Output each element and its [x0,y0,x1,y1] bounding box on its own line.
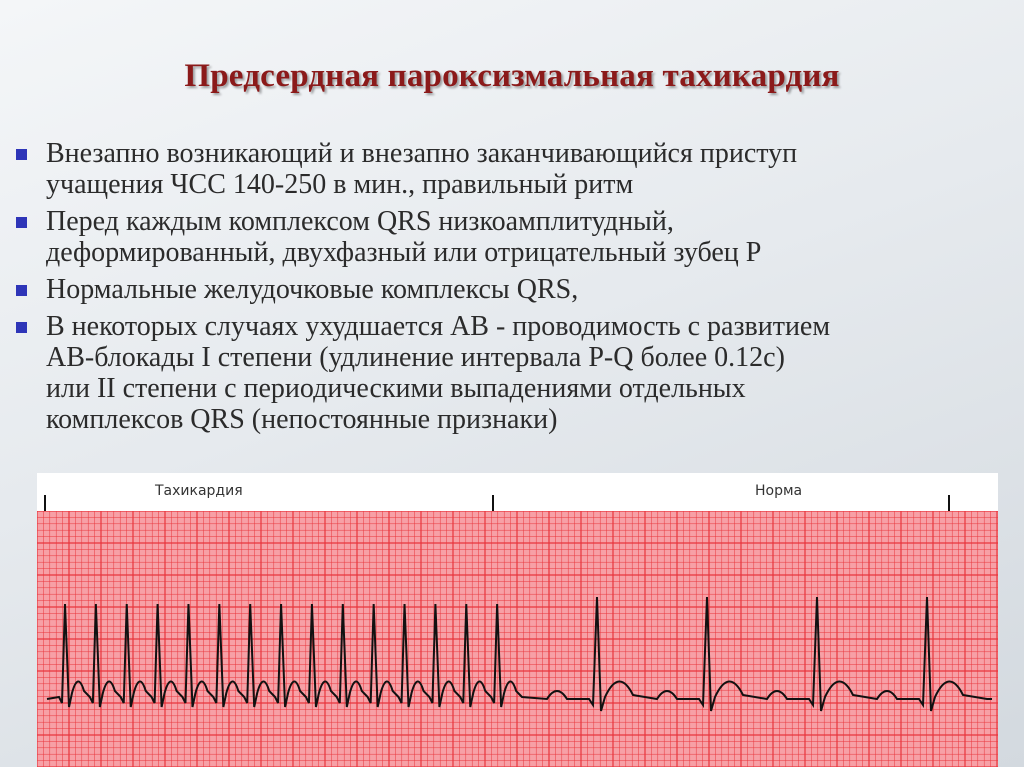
square-bullet-icon [16,285,27,296]
bullet-item [14,206,1020,268]
bullet-text: Нормальные желудочковые комплексы QRS, [46,274,579,305]
ecg-label-tachycardia: Тахикардия [155,483,243,499]
square-bullet-icon [16,322,27,333]
square-bullet-icon [16,217,27,228]
ecg-strip [37,511,998,767]
bullet-text: Перед каждым комплексом QRS низкоамплитудный, деформированный, двухфазный или отрицательный зубец Р [46,206,762,268]
bullet-text: Внезапно возникающий и внезапно заканчивающийся приступ учащения ЧСС 140-250 в мин., правильный ритм [46,138,798,200]
square-bullet-icon [16,149,27,160]
bullet-text: В некоторых случаях ухудшается АВ - проводимость с развитием АВ-блокады I степени (удлинение интервала P-Q более 0.12с) или II степени с периодическими выпадениями отдельных комплексов QRS (непостоянные признаки) [46,311,831,435]
bullet-item [14,274,1020,305]
ecg-label-normal: Норма [755,483,803,499]
bullet-list [14,138,1020,441]
ecg-grid-lines [37,511,998,767]
slide-title: Предсердная пароксизмальная тахикардия [184,58,840,94]
bullet-item [14,311,1020,435]
bullet-item [14,138,1020,200]
ecg-figure [37,473,998,767]
